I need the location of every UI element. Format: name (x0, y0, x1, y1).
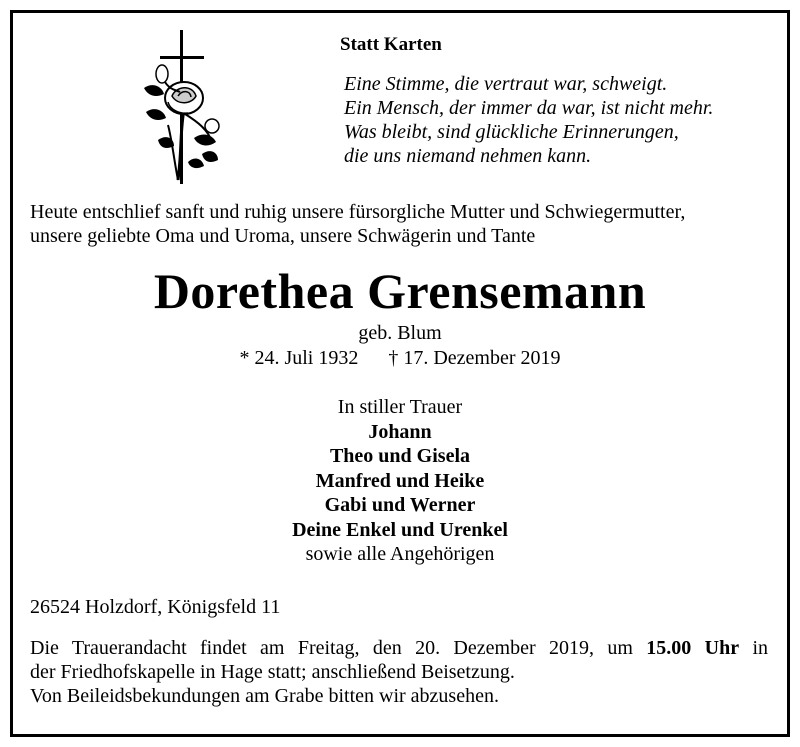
mourner-name: Manfred und Heike (315, 469, 485, 492)
address: 26524 Holzdorf, Königsfeld 11 (30, 596, 281, 618)
funeral-time: 15.00 Uhr (646, 637, 740, 659)
birth-date: * 24. Juli 1932 (239, 347, 359, 369)
mourner-name: Theo und Gisela (329, 445, 471, 467)
heading-statt-karten: Statt Karten (340, 34, 442, 55)
birth-name: geb. Blum (358, 322, 442, 344)
mourners-intro: In stiller Trauer (337, 396, 463, 418)
poem-line: die uns niemand nehmen kann. (344, 145, 592, 167)
mourners-outro: sowie alle Angehörigen (305, 543, 495, 565)
intro-text (30, 200, 685, 248)
funeral-info (30, 636, 768, 708)
funeral-line (30, 636, 768, 660)
funeral-text: in (752, 637, 769, 659)
mourner-name: Gabi und Werner (324, 494, 476, 516)
mourner-name: Johann (368, 420, 432, 443)
poem (344, 72, 713, 168)
funeral-text: Die Trauerandacht findet am Freitag, den 20. Dezember 2019, um (30, 637, 633, 659)
deceased-name: Dorethea Grensemann (153, 263, 647, 319)
death-date: † 17. Dezember 2019 (388, 347, 561, 369)
poem-line: Eine Stimme, die vertraut war, schweigt. (344, 73, 668, 95)
mourner-name: Deine Enkel und Urenkel (292, 518, 508, 541)
mourners-list (0, 395, 800, 567)
intro-line: unsere geliebte Oma und Uroma, unsere Schwägerin und Tante (30, 225, 536, 247)
poem-line: Ein Mensch, der immer da war, ist nicht mehr. (344, 97, 714, 119)
funeral-line: der Friedhofskapelle in Hage statt; anschließend Beisetzung. (30, 661, 515, 683)
funeral-line: Von Beileidsbekundungen am Grabe bitten wir abzusehen. (30, 685, 499, 707)
poem-line: Was bleibt, sind glückliche Erinnerungen, (344, 121, 679, 143)
intro-line: Heute entschlief sanft und ruhig unsere fürsorgliche Mutter und Schwiegermutter, (30, 201, 686, 223)
life-dates (0, 347, 800, 370)
cross-with-rose-icon (138, 30, 228, 186)
